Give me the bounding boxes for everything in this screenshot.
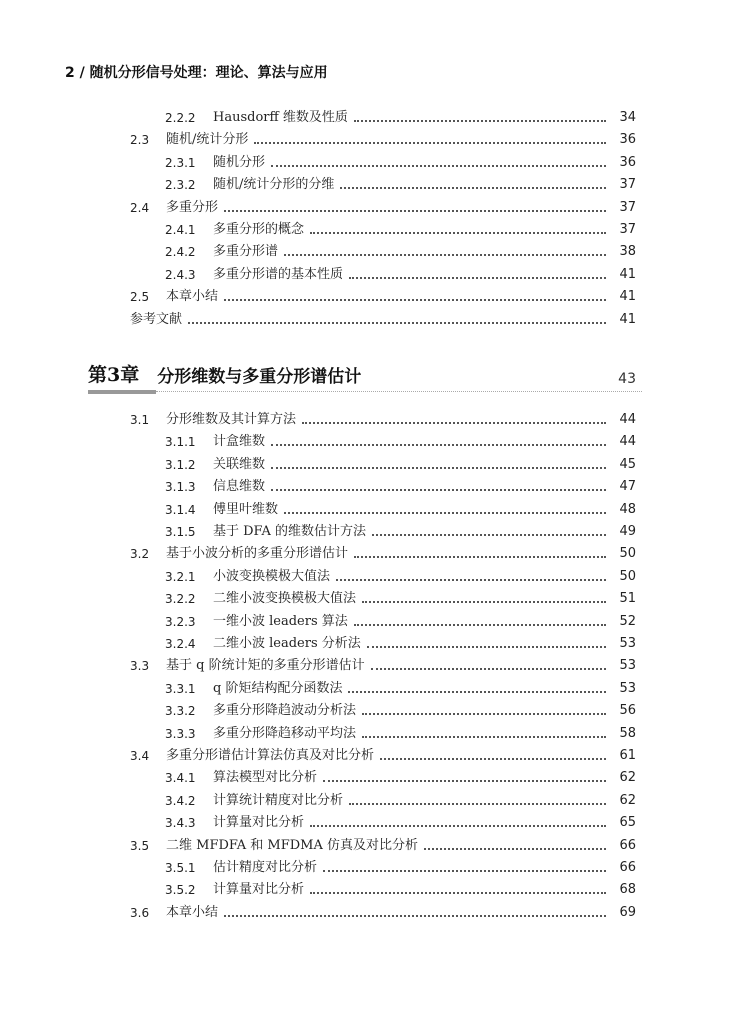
toc-entry <box>165 723 636 745</box>
entry-number: 2.3.2 <box>165 178 196 193</box>
toc-entry <box>130 129 636 151</box>
entry-title: 参考文献 <box>130 311 183 327</box>
entry-title: 二维 MFDFA 和 MFDMA 仿真及对比分析 <box>166 837 419 853</box>
entry-number: 2.5 <box>130 290 150 305</box>
entry-title: 信息维数 <box>213 479 266 495</box>
dot-leader <box>284 512 606 514</box>
entry-page-number: 65 <box>619 815 636 831</box>
toc-entry <box>130 835 636 857</box>
toc-entry <box>165 152 636 174</box>
entry-page-number: 37 <box>619 177 636 193</box>
entry-page-number: 66 <box>619 837 636 853</box>
toc-entry <box>165 264 636 286</box>
entry-page-number: 36 <box>619 154 636 170</box>
entry-title: 基于 DFA 的维数估计方法 <box>213 524 366 539</box>
entry-number: 3.5.2 <box>165 883 196 898</box>
entry-page-number: 51 <box>619 591 636 607</box>
toc-entry <box>130 197 636 219</box>
toc-entry <box>130 309 636 331</box>
entry-title: 计盒维数 <box>213 434 266 450</box>
dot-leader <box>310 232 606 234</box>
entry-page-number: 68 <box>619 882 636 898</box>
dot-leader <box>354 120 606 122</box>
entry-title: 二维小波 leaders 分析法 <box>213 636 361 651</box>
toc-entry <box>165 611 636 633</box>
entry-number: 2.2.2 <box>165 111 196 125</box>
entry-page-number: 53 <box>619 680 636 696</box>
toc-entry <box>165 790 636 812</box>
entry-number: 3.2.2 <box>165 592 196 607</box>
entry-page-number: 62 <box>619 770 636 786</box>
entry-number: 3.1.5 <box>165 525 196 539</box>
entry-page-number: 45 <box>619 456 636 472</box>
dot-leader <box>271 467 606 469</box>
entry-title: 估计精度对比分析 <box>213 860 318 875</box>
toc-entry <box>165 219 636 241</box>
entry-number: 3.5 <box>130 838 150 853</box>
dot-leader <box>224 299 606 301</box>
entry-number: 2.4 <box>130 200 150 215</box>
chapter-page: 43 <box>618 371 636 387</box>
entry-title: 多重分形谱的基本性质 <box>213 266 344 282</box>
toc-entry <box>165 566 636 588</box>
dot-leader <box>310 825 606 827</box>
entry-title: 计算统计精度对比分析 <box>213 792 344 808</box>
entry-title: 随机/统计分形 <box>166 132 249 148</box>
dot-leader <box>310 892 606 894</box>
dot-leader <box>372 534 606 536</box>
entry-page-number: 66 <box>619 860 636 875</box>
entry-number: 3.4.3 <box>165 816 196 831</box>
dot-leader <box>302 422 606 424</box>
toc-entry <box>165 521 636 543</box>
running-header: 2 / 随机分形信号处理：理论、算法与应用 <box>65 65 328 81</box>
entry-number: 2.4.2 <box>165 245 196 260</box>
entry-number: 2.3.1 <box>165 155 196 170</box>
entry-number: 3.2.3 <box>165 614 196 629</box>
entry-title: 随机分形 <box>213 154 266 170</box>
entry-page-number: 47 <box>619 479 636 495</box>
entry-title: 多重分形的概念 <box>213 222 305 237</box>
entry-page-number: 49 <box>619 524 636 539</box>
dot-leader <box>424 848 606 850</box>
dot-leader <box>348 691 606 693</box>
dot-leader <box>271 165 606 167</box>
chapter-number: 第3章 <box>88 364 140 386</box>
entry-number: 3.2 <box>130 547 150 562</box>
entry-page-number: 38 <box>619 244 636 260</box>
entry-title: Hausdorff 维数及性质 <box>213 110 348 125</box>
dot-leader <box>371 668 606 670</box>
entry-page-number: 44 <box>619 412 636 427</box>
entry-number: 3.2.1 <box>165 569 196 584</box>
entry-title: 分形维数及其计算方法 <box>166 412 297 427</box>
entry-page-number: 53 <box>619 658 636 674</box>
toc-entry <box>165 241 636 263</box>
entry-title: q 阶矩结构配分函数法 <box>213 680 343 696</box>
entry-title: 计算量对比分析 <box>213 882 305 898</box>
entry-page-number: 52 <box>619 613 636 629</box>
chapter-title: 分形维数与多重分形谱估计 <box>157 367 362 387</box>
entry-number: 3.3.1 <box>165 681 196 696</box>
entry-page-number: 62 <box>619 792 636 808</box>
toc-entry <box>165 700 636 722</box>
toc-entry <box>165 431 636 453</box>
entry-page-number: 37 <box>619 222 636 237</box>
chapter-heading <box>88 357 636 387</box>
dot-leader <box>336 579 606 581</box>
entry-number: 3.1.3 <box>165 480 196 495</box>
toc-entry <box>165 879 636 901</box>
toc-entry <box>130 745 636 767</box>
dot-leader <box>349 277 606 279</box>
toc-entry <box>165 678 636 700</box>
dot-leader <box>271 444 606 446</box>
toc-entry <box>165 499 636 521</box>
entry-number: 3.4.1 <box>165 771 196 786</box>
entry-page-number: 41 <box>619 311 636 327</box>
entry-number: 3.1.1 <box>165 435 196 450</box>
toc-entry <box>165 454 636 476</box>
entry-title: 随机/统计分形的分维 <box>213 177 335 193</box>
entry-page-number: 41 <box>619 289 636 305</box>
entry-page-number: 58 <box>619 725 636 741</box>
dot-leader <box>340 187 606 189</box>
entry-title: 计算量对比分析 <box>213 815 305 831</box>
toc-entry <box>165 633 636 655</box>
dot-leader <box>323 780 606 782</box>
entry-title: 多重分形降趋移动平均法 <box>213 725 357 741</box>
entry-title: 多重分形谱估计算法仿真及对比分析 <box>166 748 375 763</box>
entry-page-number: 34 <box>619 110 636 125</box>
toc-entry <box>165 174 636 196</box>
dot-leader <box>254 142 606 144</box>
dot-leader <box>224 210 606 212</box>
entry-page-number: 41 <box>619 266 636 282</box>
entry-title: 基于 q 阶统计矩的多重分形谱估计 <box>166 658 365 674</box>
entry-title: 本章小结 <box>166 289 219 305</box>
dot-leader <box>323 870 606 872</box>
toc-entry <box>165 812 636 834</box>
entry-page-number: 56 <box>619 703 636 719</box>
chapter-rule-dotted <box>156 391 642 392</box>
entry-title: 多重分形降趋波动分析法 <box>213 703 357 719</box>
entry-number: 3.1.4 <box>165 502 196 517</box>
entry-number: 3.1 <box>130 413 150 427</box>
entry-number: 2.4.1 <box>165 223 196 237</box>
entry-number: 3.5.1 <box>165 861 196 875</box>
entry-number: 2.3 <box>130 133 150 148</box>
entry-page-number: 50 <box>619 546 636 562</box>
entry-title: 小波变换模极大值法 <box>213 568 331 584</box>
entry-title: 傅里叶维数 <box>213 501 279 517</box>
entry-page-number: 53 <box>619 636 636 651</box>
dot-leader <box>271 489 606 491</box>
entry-page-number: 69 <box>619 904 636 920</box>
dot-leader <box>188 322 606 324</box>
entry-title: 二维小波变换模极大值法 <box>213 591 357 607</box>
toc-entry <box>130 286 636 308</box>
toc-entry <box>165 588 636 610</box>
entry-title: 本章小结 <box>166 904 219 920</box>
entry-page-number: 44 <box>619 434 636 450</box>
entry-title: 算法模型对比分析 <box>213 770 318 786</box>
dot-leader <box>354 556 606 558</box>
dot-leader <box>224 915 606 917</box>
entry-number: 3.2.4 <box>165 637 196 651</box>
entry-title: 多重分形 <box>166 199 219 215</box>
entry-title: 基于小波分析的多重分形谱估计 <box>166 546 349 562</box>
toc-entry <box>130 655 636 677</box>
dot-leader <box>362 601 606 603</box>
entry-number: 3.3.2 <box>165 704 196 719</box>
entry-page-number: 48 <box>619 501 636 517</box>
entry-title: 多重分形谱 <box>213 244 279 260</box>
entry-page-number: 50 <box>619 568 636 584</box>
entry-number: 3.6 <box>130 905 150 920</box>
entry-number: 3.4 <box>130 749 150 763</box>
entry-number: 3.4.2 <box>165 793 196 808</box>
toc-entry <box>130 902 636 924</box>
toc-entry <box>165 107 636 129</box>
toc-entry <box>130 409 636 431</box>
entry-number: 3.3 <box>130 659 150 674</box>
dot-leader <box>362 713 606 715</box>
toc-entry <box>165 476 636 498</box>
entry-number: 3.1.2 <box>165 457 196 472</box>
dot-leader <box>284 254 606 256</box>
entry-number: 3.3.3 <box>165 726 196 741</box>
chapter-rule-accent <box>88 390 156 394</box>
entry-page-number: 36 <box>619 132 636 148</box>
dot-leader <box>354 624 606 626</box>
entry-page-number: 61 <box>619 748 636 763</box>
toc-entry <box>165 767 636 789</box>
entry-page-number: 37 <box>619 199 636 215</box>
dot-leader <box>367 646 606 648</box>
entry-title: 关联维数 <box>213 456 266 472</box>
toc-entry <box>130 543 636 565</box>
dot-leader <box>349 803 606 805</box>
dot-leader <box>380 758 606 760</box>
dot-leader <box>362 736 606 738</box>
entry-title: 一维小波 leaders 算法 <box>213 613 348 629</box>
toc-entry <box>165 857 636 879</box>
entry-number: 2.4.3 <box>165 267 196 282</box>
